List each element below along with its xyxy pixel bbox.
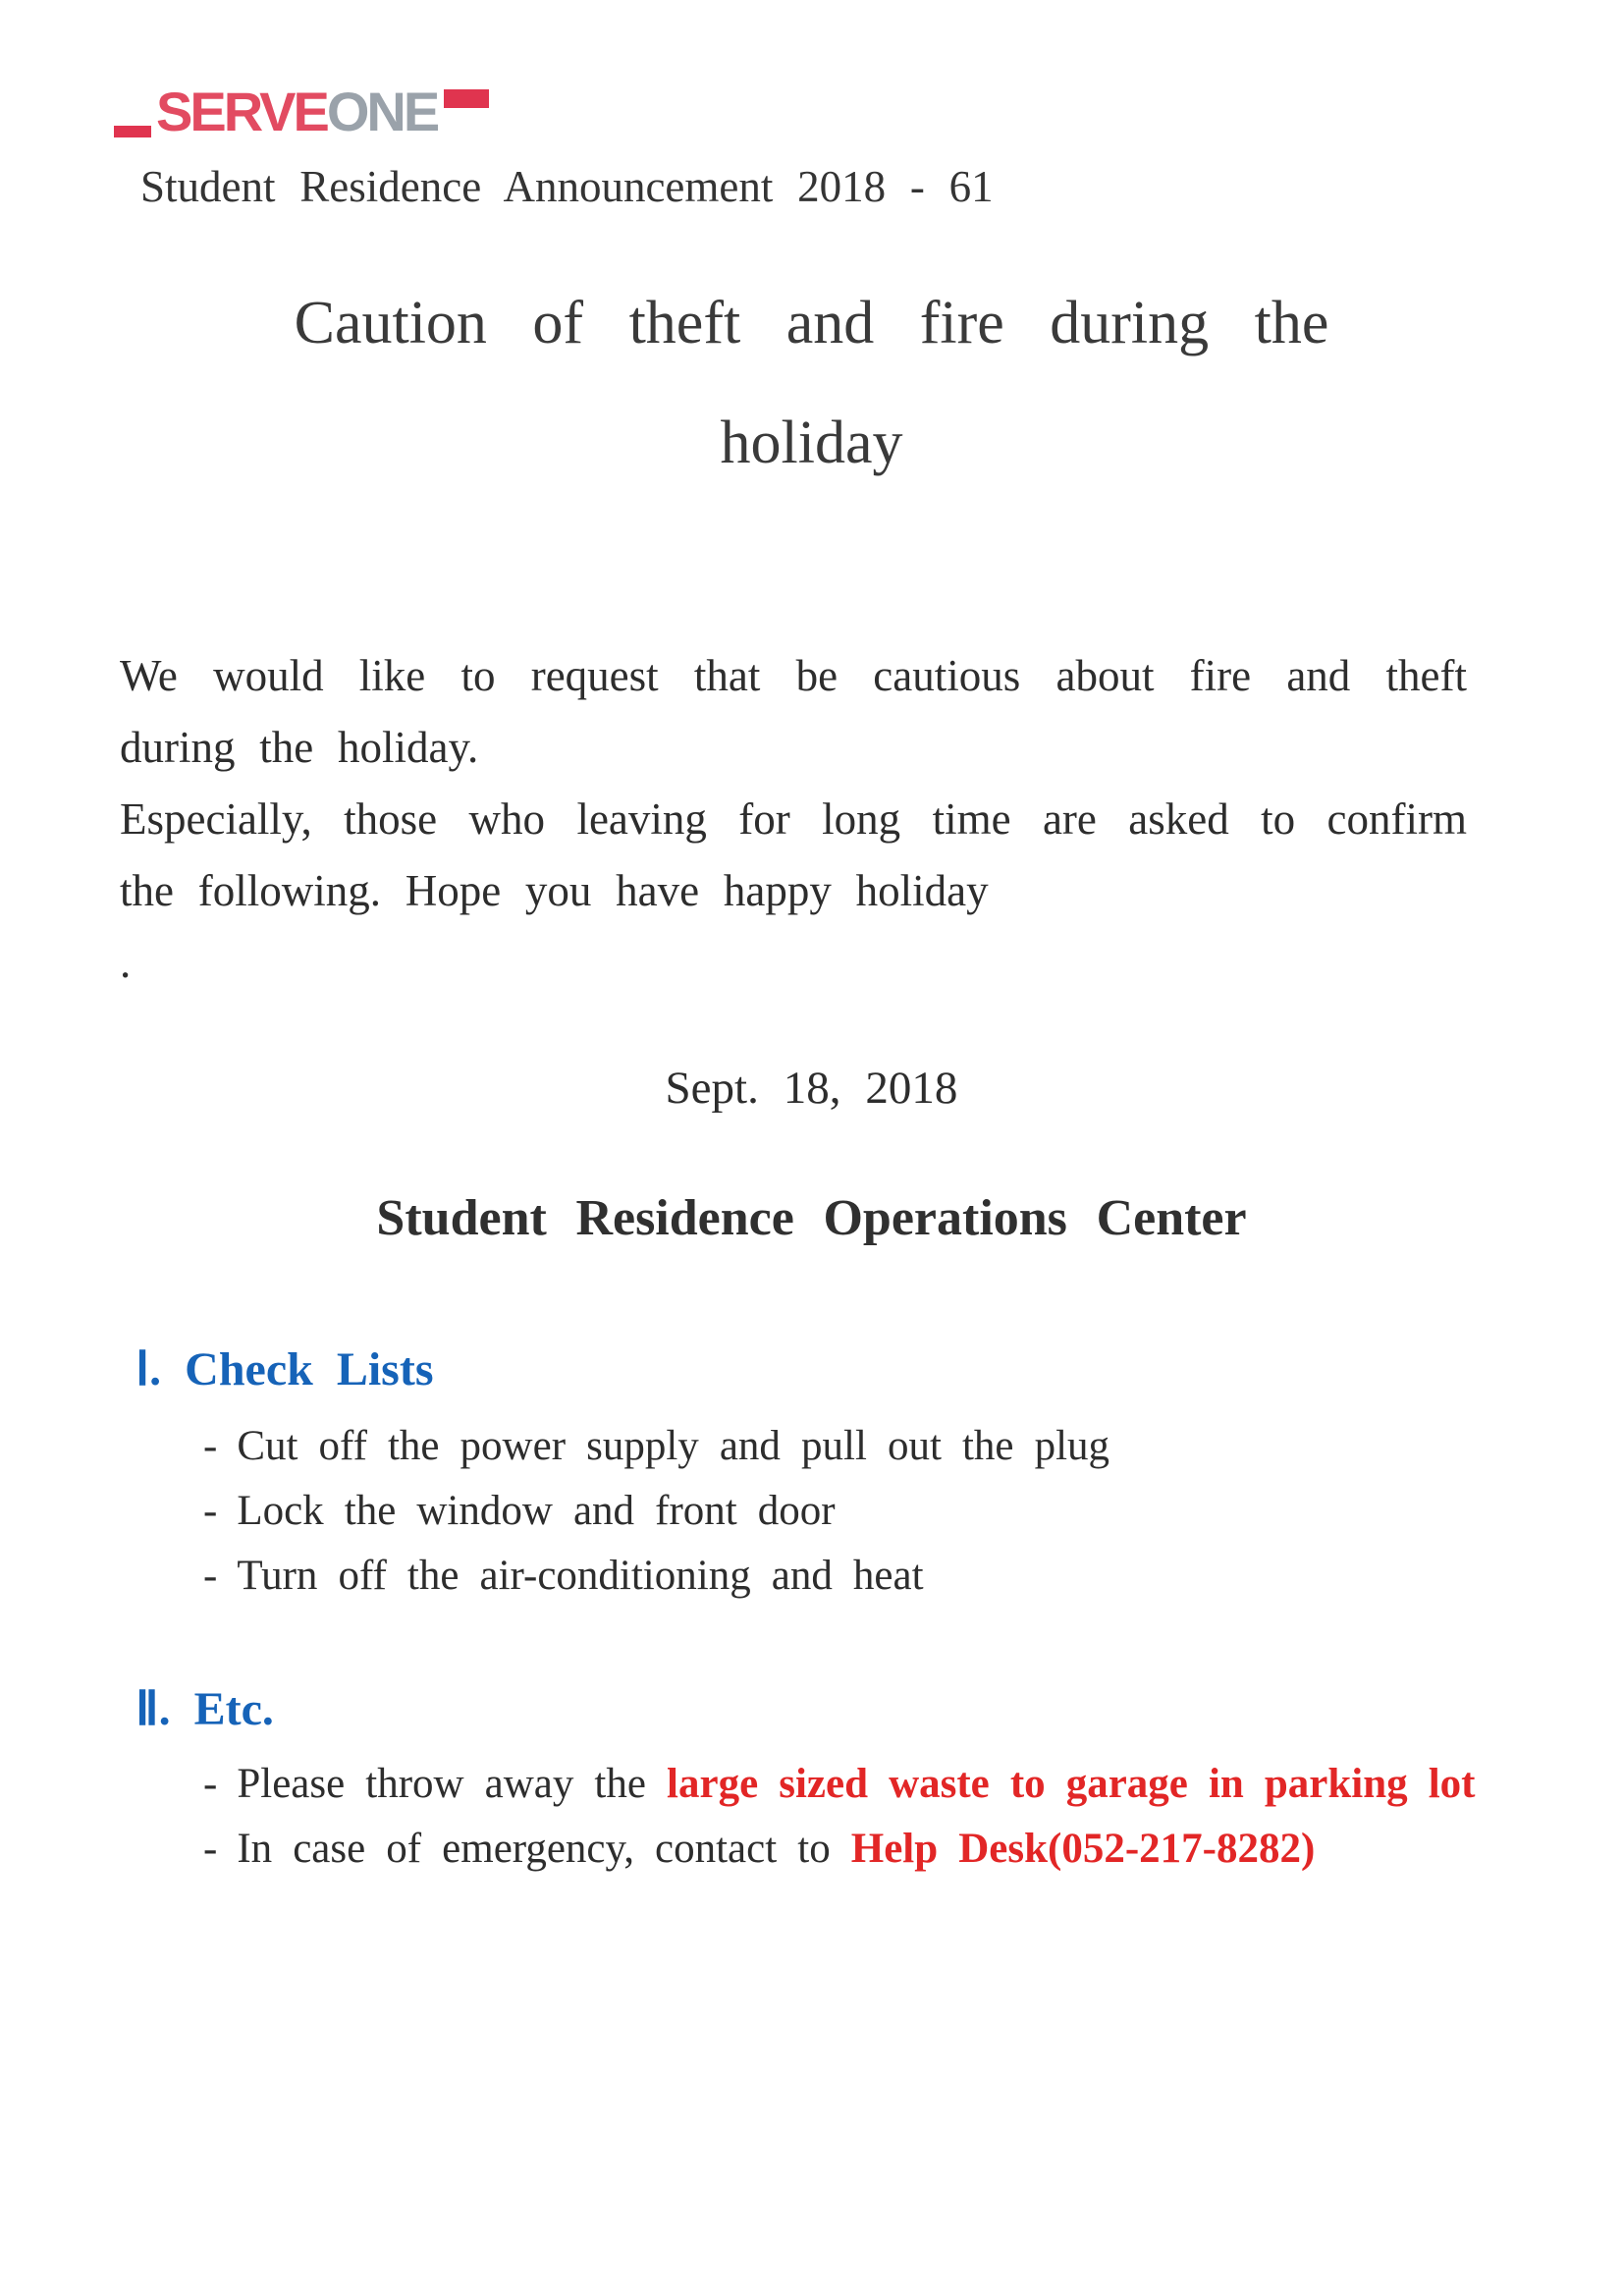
- body-line: during the holiday.: [120, 723, 479, 772]
- list-item-text: Please throw away the: [237, 1761, 668, 1807]
- body-paragraphs: [120, 640, 1467, 999]
- section-heading-label: Etc.: [193, 1683, 274, 1735]
- stray-period-line: .: [120, 938, 132, 987]
- list-item-highlight: large sized waste to garage in parking lot: [667, 1761, 1476, 1807]
- section-numeral: Ⅰ.: [135, 1343, 162, 1395]
- list-item-highlight: Help Desk(052-217-8282): [850, 1826, 1316, 1872]
- check-list-items: [203, 1414, 1109, 1609]
- section-numeral: Ⅱ.: [135, 1683, 171, 1735]
- body-line: Especially, those who leaving for long time are asked to confirm: [120, 794, 1467, 844]
- logo-serve-text: SERVE: [156, 81, 327, 142]
- dash-bullet: -: [203, 1423, 218, 1469]
- list-item: [203, 1479, 1109, 1544]
- list-item-text: Lock the window and front door: [237, 1488, 836, 1534]
- list-item: [203, 1752, 1476, 1817]
- announcement-number-line: Student Residence Announcement 2018 - 61: [140, 162, 994, 211]
- list-item-text: Turn off the air-conditioning and heat: [237, 1553, 924, 1599]
- etc-list-items: [203, 1752, 1476, 1882]
- list-item-text: Cut off the power supply and pull out the plug: [237, 1423, 1110, 1469]
- list-item-text: In case of emergency, contact to: [237, 1826, 851, 1872]
- dash-bullet: -: [203, 1761, 218, 1807]
- section-heading-check-lists: [135, 1341, 434, 1398]
- logo-one-text: ONE: [326, 81, 438, 142]
- title-line-1: Caution of theft and fire during the: [294, 290, 1329, 356]
- document-title: [0, 263, 1623, 503]
- list-item: [203, 1414, 1109, 1479]
- logo-block-mark: [444, 89, 489, 108]
- section-heading-label: Check Lists: [185, 1343, 434, 1395]
- serveone-logo: [114, 81, 489, 142]
- list-item: [203, 1544, 1109, 1609]
- title-line-2: holiday: [720, 410, 903, 476]
- body-line: We would like to request that be cautious about fire and theft: [120, 651, 1467, 700]
- dash-bullet: -: [203, 1488, 218, 1534]
- list-item: [203, 1817, 1476, 1882]
- body-line: the following. Hope you have happy holiday: [120, 866, 989, 915]
- dash-bullet: -: [203, 1826, 218, 1872]
- date-line: Sept. 18, 2018: [665, 1063, 958, 1114]
- section-heading-etc: [135, 1681, 274, 1738]
- logo-underscore-mark: [114, 126, 151, 137]
- issuer-signature: Student Residence Operations Center: [376, 1190, 1247, 1246]
- dash-bullet: -: [203, 1553, 218, 1599]
